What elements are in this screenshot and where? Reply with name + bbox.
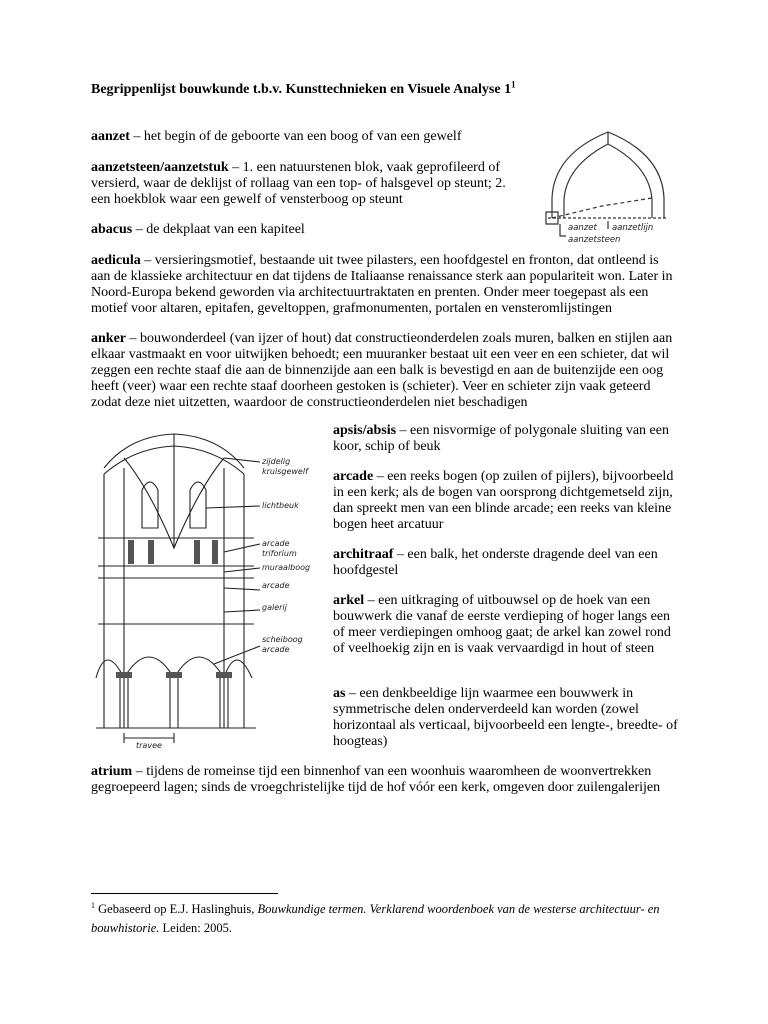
entry-term: aanzet xyxy=(91,129,130,144)
arch-inner-line xyxy=(564,144,652,218)
arch-label-aanzet: aanzet xyxy=(568,223,597,233)
entry-definition: – een uitkraging of uitbouwsel op de hoek van een bouwwerk die vanaf de eerste verdieping of hoger langs een of meer verdiepingen omhoog gaat; de arkel kan zowel rond of veelhoekig zijn en is vaak vervaardigd in hout of steen xyxy=(333,593,671,656)
arch-label-aanzetsteen: aanzetsteen xyxy=(568,235,621,244)
entry-definition: – versieringsmotief, bestaande uit twee pilasters, een hoofdgestel en fronton, dat ontleend is aan de klassieke architectuur en dat tijdens de Italiaanse renaissance sterk aan populariteit won. Later in Noord-Europa bekend geworden via architectuurtraktaten en prenten. Onder meer toegepast als een motief voor altaren, epitafen, geveltoppen, grafmonumenten, portalen en vensteromlijstingen xyxy=(91,253,673,316)
entry-arkel xyxy=(333,593,681,657)
entry-term: aedicula xyxy=(91,253,141,268)
arch-illustration xyxy=(542,126,684,244)
entry-term: as xyxy=(333,686,346,701)
entry-aedicula xyxy=(91,253,681,317)
entry-definition: – een nisvormige of polygonale sluiting van een koor, schip of beuk xyxy=(333,423,669,454)
triforium-column xyxy=(128,540,134,564)
entry-aanzetsteen xyxy=(91,160,521,208)
arch-pointer xyxy=(560,224,566,236)
leader-line xyxy=(214,646,260,664)
nave-label-arcade-1: arcade xyxy=(262,539,290,548)
nave-label-scheiboog: scheiboog xyxy=(262,635,303,644)
entry-apsis xyxy=(333,423,681,455)
title-footnote-ref[interactable]: 1 xyxy=(511,79,516,90)
footnote-prefix: Gebaseerd op E.J. Haslinghuis, xyxy=(95,902,258,916)
entry-term: architraaf xyxy=(333,547,394,562)
entry-atrium xyxy=(91,764,681,796)
triforium-column xyxy=(194,540,200,564)
column xyxy=(170,678,178,728)
nave-label-kruisgewelf: kruisgewelf xyxy=(262,467,308,476)
column-capital xyxy=(116,672,132,678)
leader-line xyxy=(206,506,260,508)
footnote-suffix: Leiden: 2005. xyxy=(159,921,232,935)
entry-definition: – de dekplaat van een kapiteel xyxy=(132,222,305,237)
leader-line xyxy=(224,588,260,590)
arch-label-aanzetlijn: aanzetlijn xyxy=(612,223,654,233)
footnote-divider xyxy=(91,893,278,894)
nave-label-lichtbeuk: lichtbeuk xyxy=(262,501,299,510)
column-capital xyxy=(166,672,182,678)
entry-definition: – een denkbeeldige lijn waarmee een bouwwerk in symmetrische delen onderverdeeld kan worden (zowel horizontaal als verticaal, bijvoorbeeld een lengte-, breedte- of hoogteas) xyxy=(333,686,678,749)
entry-term: anker xyxy=(91,331,126,346)
entry-definition: – bouwonderdeel (van ijzer of hout) dat constructieonderdelen zoals muren, balken en stijlen aan elkaar vastmaakt en voor uitwijken behoedt; een muuranker bestaat uit een veer en een schieter, dat wil zeggen een rechte staaf die aan de binnenzijde aan een balk is bevestigd en aan de buitenzijde een oog heeft (veer) waar een rechte staaf doorheen gestoken is (schieter). Veer en schieter zijn vaak geteerd zodat deze niet uitzetten, waardoor de constructieonderdelen niet beschadigen xyxy=(91,331,673,410)
leader-line xyxy=(224,568,260,572)
nave-label-travee: travee xyxy=(136,741,162,750)
clerestory-window xyxy=(190,482,206,528)
arch-dashed-line xyxy=(552,198,652,218)
nave-label-triforium: triforium xyxy=(262,549,297,558)
nave-label-muraalboog: muraalboog xyxy=(262,563,311,572)
entry-definition: – het begin of de geboorte van een boog of van een gewelf xyxy=(129,129,462,144)
nave-illustration xyxy=(94,428,326,752)
nave-label-zijdelig: zijdelig xyxy=(262,457,291,466)
triforium-column xyxy=(148,540,154,564)
clerestory-window xyxy=(142,482,158,528)
entry-definition: – een reeks bogen (op zuilen of pijlers), bijvoorbeeld in een kerk; als de bogen van oorsprong dichtgemetseld zijn, dan spreekt men van een blinde arcade; een reeks van kleine bogen heet arcatuur xyxy=(333,469,674,532)
entry-term: atrium xyxy=(91,764,133,779)
entry-anker xyxy=(91,331,681,411)
column-capital xyxy=(216,672,232,678)
footnote xyxy=(91,900,691,938)
footnote-source-title: Bouwkundige termen. Verklarend woordenboek van de westerse architectuur- en bouwhistorie. xyxy=(91,902,660,935)
entry-definition: – 1. een natuurstenen blok, vaak geprofileerd of versierd, waar de deklijst of rollaag van een top- of halsgevel op steunt; 2. een hoekblok waar een gewelf of vensterboog op steunt xyxy=(91,160,506,207)
leader-line xyxy=(224,610,260,612)
entry-definition: – een balk, het onderste dragende deel van een hoofdgestel xyxy=(333,547,658,578)
entry-architraaf xyxy=(333,547,681,579)
entry-as xyxy=(333,686,681,750)
entry-definition: – tijdens de romeinse tijd een binnenhof van een woonhuis waaromheen de woonvertrekken gegroepeerd lagen; sinds de vroegchristelijke tijd de hof vóór een kerk, omgeven door zuilengalerijen xyxy=(91,764,661,795)
nave-label-arcade-3: arcade xyxy=(262,645,290,654)
entry-term: apsis/absis xyxy=(333,423,397,438)
page-title xyxy=(91,79,681,98)
page-title-text: Begrippenlijst bouwkunde t.b.v. Kunsttechnieken en Visuele Analyse 1 xyxy=(91,82,512,97)
entry-term: abacus xyxy=(91,222,133,237)
leader-line xyxy=(224,458,260,462)
nave-label-arcade-2: arcade xyxy=(262,581,290,590)
triforium-column xyxy=(212,540,218,564)
entry-arcade xyxy=(333,469,681,533)
leader-line xyxy=(224,544,260,552)
entry-term: aanzetsteen/aanzetstuk xyxy=(91,160,229,175)
footnote-marker: 1 xyxy=(91,900,95,910)
nave-label-galerij: galerij xyxy=(262,603,287,612)
entry-term: arcade xyxy=(333,469,374,484)
entry-term: arkel xyxy=(333,593,365,608)
